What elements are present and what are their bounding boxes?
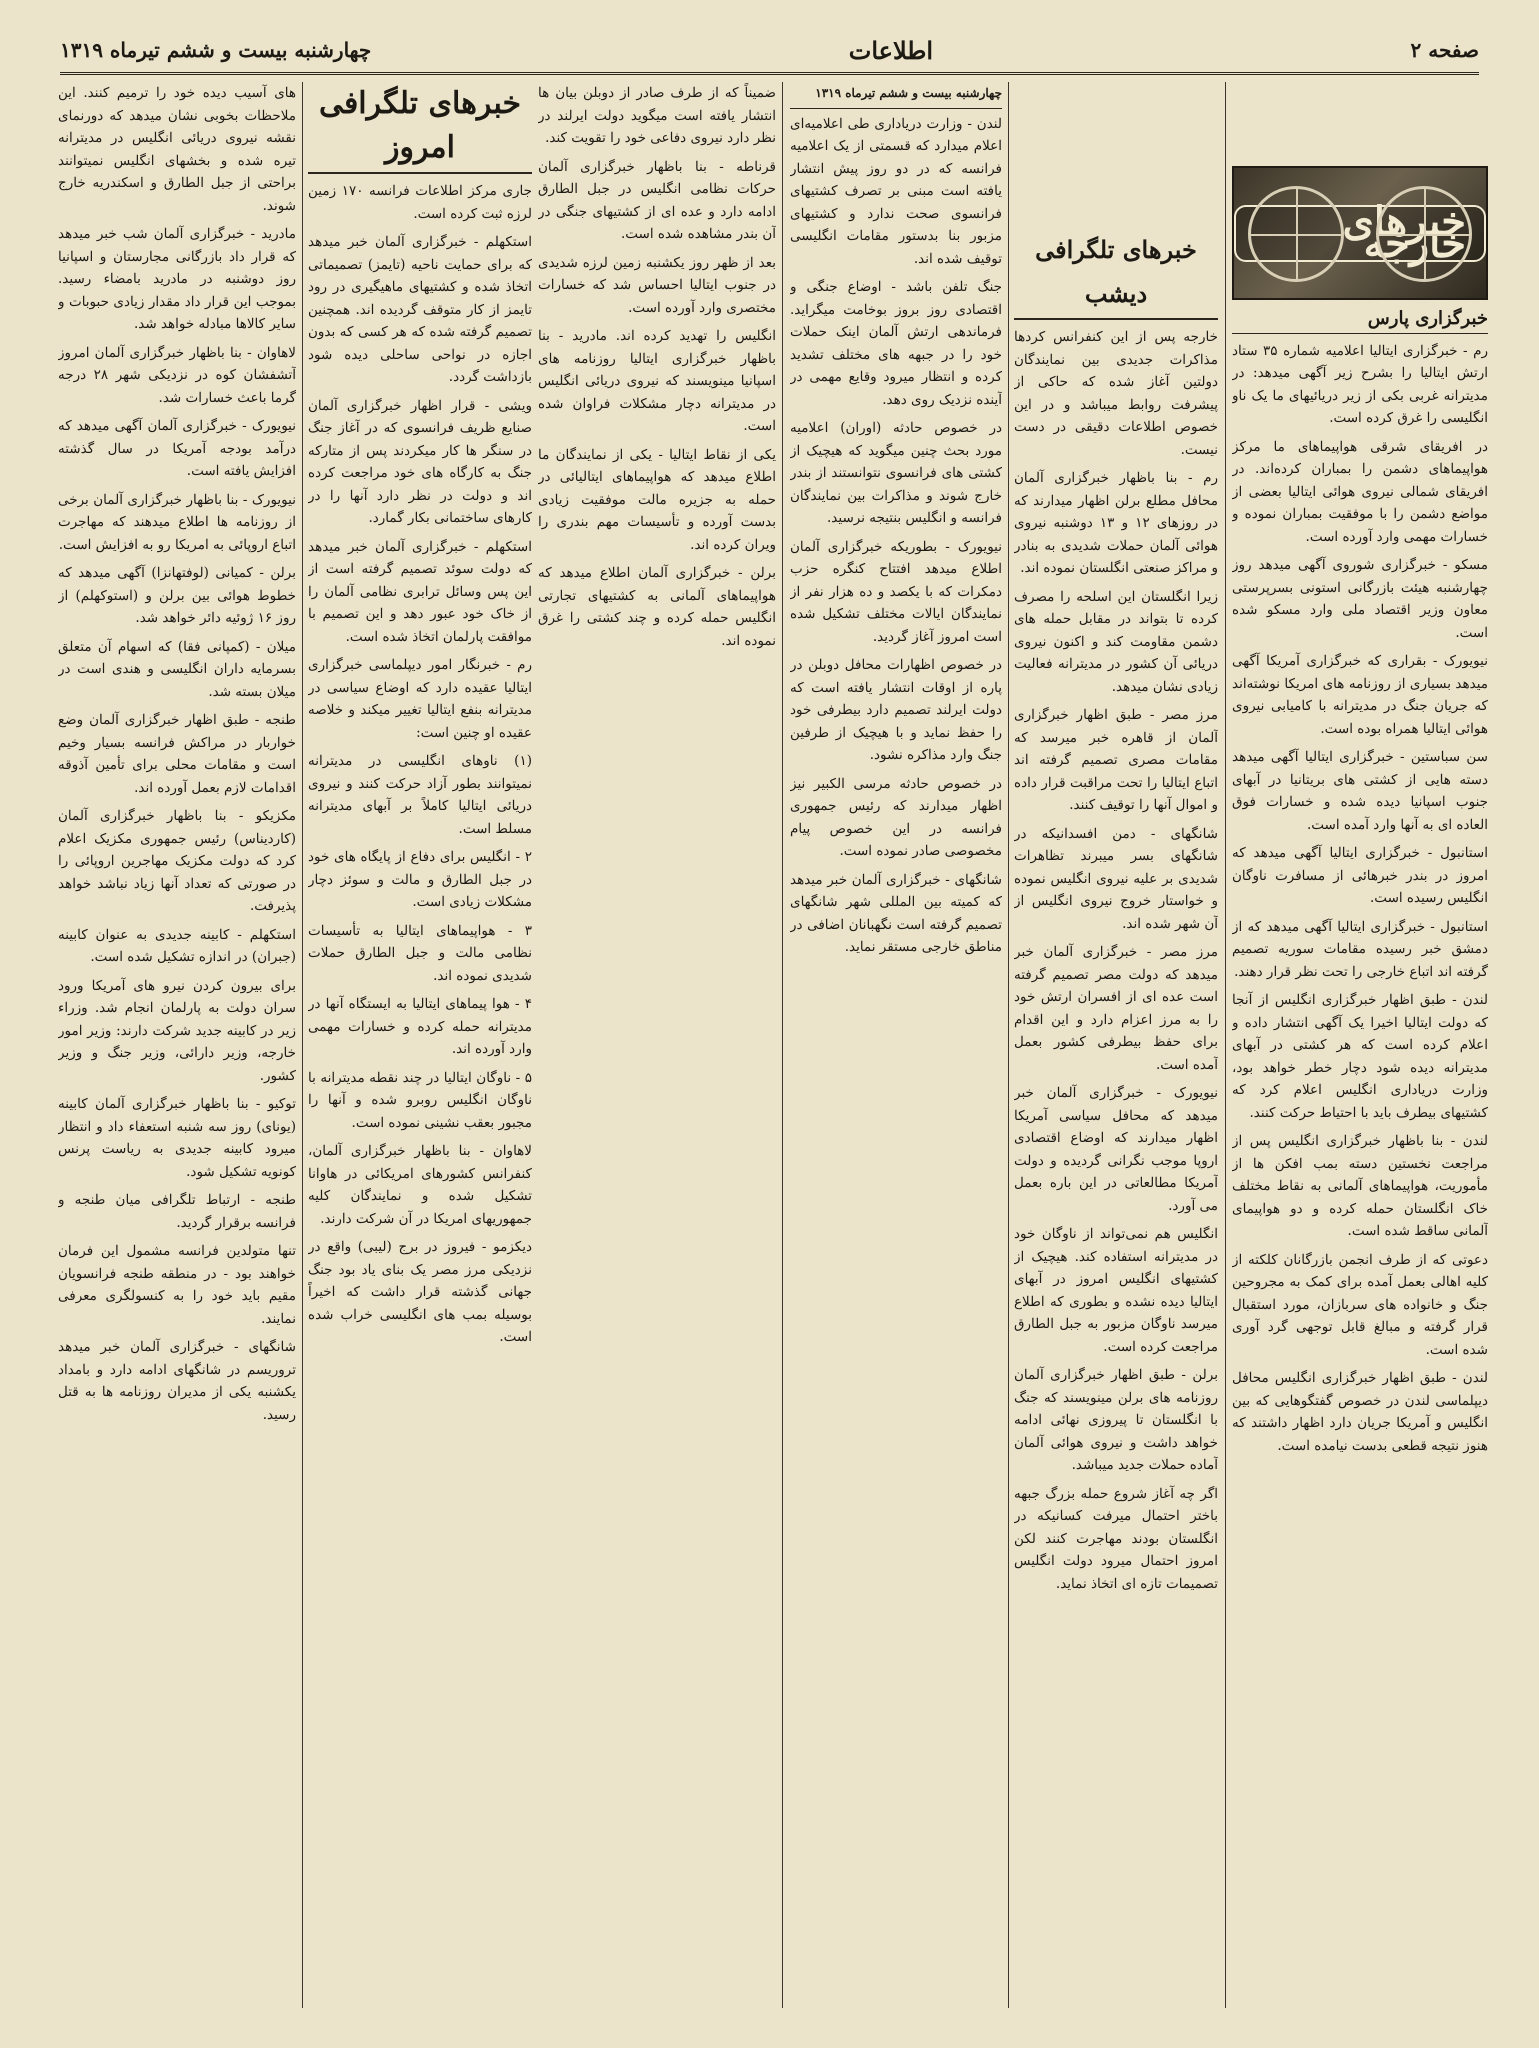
- news-item: در خصوص اظهارات محافل دوبلن در پاره از اوقات انتشار یافته است که دولت ایرلند تصمیم دارد بیطرفی خود را حفظ نماید و با هیچیک از طرفین جنگ وارد مذاکره نشود.: [790, 657, 1002, 763]
- news-item: توکیو - بنا باظهار خبرگزاری آلمان کابینه (یونای) روز سه شنبه استعفاء داد و انتظار میرود کابینه جدیدی به ریاست پرنس کونویه تشکیل شود.: [58, 1096, 296, 1180]
- news-item: ۳ - هواپیماهای ایتالیا به تأسیسات نظامی مالت و جبل الطارق حملات شدیدی نموده اند.: [308, 922, 532, 984]
- news-item: ضمیناً که از طرف صادر از دوبلن بیان ها انتشار یافته است میگوید دولت ایرلند در نظر دارد نیروی دفاعی خود را تقویت کند.: [538, 85, 776, 146]
- news-item: لندن - طبق اظهار خبرگزاری انگلیس محافل دیپلماسی لندن در خصوص گفتگوهایی که بین انگلیس و آمریکا جریان دارد اظهار داشتند که هنوز نتیجه قطعی بدست نیامده است.: [1232, 1370, 1488, 1454]
- news-item: استانبول - خبرگزاری ایتالیا آگهی میدهد که از دمشق خبر رسیده مقامات سوریه تصمیم گرفته اند اتباع خارجی را تحت نظر قرار دهند.: [1232, 918, 1488, 980]
- column-four: [538, 82, 776, 2008]
- news-item: جاری مرکز اطلاعات فرانسه ۱۷۰ زمین لرزه ثبت کرده است.: [308, 183, 532, 222]
- news-item: زیرا انگلستان این اسلحه را مصرف کرده تا بتواند در مقابل حمله های دشمن مقاومت کند و اکنون نیروی دریائی آن کشور در مدیترانه فعالیت زیادی نشان میدهد.: [1014, 588, 1218, 695]
- column-foreign-news: [1232, 82, 1488, 2008]
- column-three: [790, 82, 1002, 2008]
- globe-icon: [1376, 186, 1472, 282]
- news-item: در خصوص حادثه (اوران) اعلامیه مورد بحث چنین میگوید که هیچیک از کشتی های فرانسوی نتوانستند از بندر خارج شوند و مذاکرات بین نمایندگان فرانسه و انگلیس بنتیجه نرسید.: [790, 420, 1002, 526]
- news-item: نیویورک - بطوریکه خبرگزاری آلمان اطلاع میدهد افتتاح کنگره حزب دمکرات که با یکصد و ده هزار نفر از نمایندگان ایالات مختلف تشکیل شده است امروز آغاز گردید.: [790, 538, 1002, 645]
- column-rule: [782, 82, 783, 2008]
- foreign-news-banner: [1232, 166, 1488, 300]
- news-item: رم - بنا باظهار خبرگزاری آلمان محافل مطلع برلن اظهار میدارند که در روزهای ۱۲ و ۱۳ دوشنبه نیروی هوائی آلمان حملات شدیدی به بنادر و مراکز صنعتی انگلستان نموده اند.: [1014, 470, 1218, 576]
- news-item: برلن - خبرگزاری آلمان اطلاع میدهد که هواپیماهای آلمانی به کشتیهای تجارتی انگلیس حمله کرده و چند کشتی را غرق نموده اند.: [538, 565, 776, 649]
- issue-date: چهارشنبه بیست و ششم تیرماه ۱۳۱۹: [60, 38, 372, 62]
- news-item: تنها متولدین فرانسه مشمول این فرمان خواهند بود - در منطقه طنجه فرانسویان مقیم باید خود را به کنسولگری معرفی نمایند.: [58, 1243, 296, 1327]
- news-item: بعد از ظهر روز یکشنبه زمین لرزه شدیدی در جنوب ایتالیا احساس شد که خسارات مختصری وارد آورده است.: [538, 254, 776, 316]
- news-item: ویشی - قرار اظهار خبرگزاری آلمان صنایع ظریف فرانسوی که در آغاز جنگ در سنگر ها کار میکردند پس از متارکه جنگ به کارگاه های خود مراجعت کرده اند و دولت در نظر دارد آنها را در کارهای ساختمانی بکار گمارد.: [308, 397, 532, 526]
- agency-label: خبرگزاری پارس: [1232, 306, 1488, 334]
- globe-icon: [1248, 186, 1344, 282]
- news-item: خارجه پس از این کنفرانس کردها مذاکرات جدیدی بین نمایندگان دولتین آغاز شده که حاکی از پیشرفت روابط میباشد و در این خصوص اطلاعات دقیقی در دست نیست.: [1014, 329, 1218, 458]
- news-item: استکهلم - خبرگزاری آلمان خبر میدهد که برای حمایت ناحیه (تایمز) تصمیماتی اتخاذ شده و کشتیهای ماهیگیری در رود تایمز از کار متوقف گردیده اند. همچنین تصمیم گرفته شده که هر کسی که بدون اجازه در نواحی ساحلی دیده شود بازداشت گردد.: [308, 234, 532, 385]
- news-item: استکهلم - کابینه جدیدی به عنوان کابینه (جبران) در اندازه تشکیل شده است.: [58, 926, 296, 965]
- news-item: نیویورک - بقراری که خبرگزاری آمریکا آگهی میدهد بسیاری از روزنامه های امریکا نوشته‌اند که جریان جنگ در مدیترانه با کامیابی نیروی هوائی ایتالیا همراه بوده است.: [1232, 653, 1488, 737]
- news-item: های آسیب دیده خود را ترمیم کنند. این ملاحظات بخوبی نشان میدهد که دورنمای نقشه نیروی دریائی انگلیس در مدیترانه تیره شده و بخشهای انگلیس نمیتوانند براحتی از جبل الطارق و اسکندریه خارج شوند.: [58, 85, 296, 214]
- column-today: [308, 82, 532, 2008]
- news-item: ۲ - انگلیس برای دفاع از پایگاه های خود در جبل الطارق و مالت و سوئز دچار مشکلات زیادی است.: [308, 849, 532, 910]
- page-number: صفحه ۲: [1410, 38, 1479, 62]
- news-item: لندن - طبق اظهار خبرگزاری انگلیس از آنجا که دولت ایتالیا اخیرا یک آگهی انتشار داده و اعلام کرده است که هر کشتی در آبهای مدیترانه دیده شود دچار خطر خواهد بود، وزارت دریاداری انگلیس اعلام کرد که کشتیهای بیطرف باید با احتیاط حرکت کنند.: [1232, 992, 1488, 1121]
- news-item: مرز مصر - طبق اظهار خبرگزاری آلمان از قاهره خبر میرسد که مقامات مصری تصمیم گرفته اند اتباع ایتالیا را تحت مراقبت قرار داده و اموال آنها را توقیف کنند.: [1014, 707, 1218, 813]
- news-item: شانگهای - دمن افسدانیکه در شانگهای بسر میبرند تظاهرات شدیدی بر علیه نیروی انگلیس نموده و خواستار خروج نیروی انگلیس از آن شهر شده اند.: [1014, 825, 1218, 932]
- news-item: لاهاوان - بنا باظهار خبرگزاری آلمان، کنفرانس کشورهای امریکائی در هاوانا تشکیل شده و نمایندگان کلیه جمهوریهای امریکا در آن شرکت دارند.: [308, 1143, 532, 1227]
- news-item: برلن - طبق اظهار خبرگزاری آلمان روزنامه های برلن مینویسند که جنگ با انگلستان تا پیروزی نهائی ادامه خواهد داشت و نیروی هوائی آلمان آماده حملات جدید میباشد.: [1014, 1367, 1218, 1473]
- news-item: شانگهای - خبرگزاری آلمان خبر میدهد که کمیته بین المللی شهر شانگهای تصمیم گرفته است نگهبانان اضافی در مناطق خارجی مستقر نماید.: [790, 871, 1002, 955]
- news-item: مکزیکو - بنا باظهار خبرگزاری آلمان (کاردیناس) رئیس جمهوری مکزیک اعلام کرد که دولت مکزیک مهاجرین اروپائی را در صورتی که تعداد آنها زیاد نباشد خواهد پذیرفت.: [58, 808, 296, 914]
- banner-title: خبرهای خارجه: [1234, 205, 1486, 262]
- news-item: رم - خبرگزاری ایتالیا اعلامیه شماره ۳۵ ستاد ارتش ایتالیا را بشرح زیر آگهی میدهد: در مدیترانه غربی بکی از زیر دریائیهای ما یک ناو انگلیسی را غرق کرده است.: [1232, 342, 1488, 426]
- news-item: میلان - (کمپانی فقا) که اسهام آن متعلق بسرمایه داران انگلیسی و هندی است در میلان بسته شد.: [58, 638, 296, 700]
- news-item: (۱) ناوهای انگلیسی در مدیترانه نمیتوانند بطور آزاد حرکت کنند و نیروی دریائی ایتالیا کاملاً بر آبهای مدیترانه مسلط است.: [308, 753, 532, 837]
- date-note: چهارشنبه بیست و ششم تیرماه ۱۳۱۹: [790, 82, 1002, 109]
- news-item: اگر چه آغاز شروع حمله بزرگ جبهه باختر احتمال میرفت کسانیکه در انگلستان بودند مهاجرت کنند لکن امروز احتمال میرود دولت انگلیس تصمیمات تازه ای اتخاذ نماید.: [1014, 1485, 1218, 1592]
- news-item: نیویورک - بنا باظهار خبرگزاری آلمان برخی از روزنامه ها اطلاع میدهند که مهاجرت اتباع اروپائی به امریکا رو به افزایش است.: [58, 491, 296, 553]
- news-item: طنجه - ارتباط تلگرافی میان طنجه و فرانسه برقرار گردید.: [58, 1192, 296, 1231]
- paper-name: اطلاعات: [848, 35, 934, 65]
- news-item: جنگ تلفن باشد - اوضاع جنگی و اقتصادی روز بروز بوخامت میگراید. فرماندهی ارتش آلمان اینک حملات خود را در جبهه های مختلف تشدید کرده و انتظار میرود وقایع مهمی در آینده نزدیک روی دهد.: [790, 279, 1002, 408]
- news-item: لاهاوان - بنا باظهار خبرگزاری آلمان امروز آتشفشان کوه در نزدیکی شهر ۲۸ درجه گرما باعث خسارات شد.: [58, 344, 296, 406]
- news-item: برای بیرون کردن نیرو های آمریکا ورود سران دولت به پارلمان انجام شد. وزراء زیر در کابینه جدید شرکت دارند: وزیر امور خارجه، وزیر دارائی، وزیر جنگ و وزیر کشور.: [58, 977, 296, 1084]
- headline-last-night: خبرهای تلگرافی دیشب: [1014, 228, 1218, 320]
- news-item: ۵ - ناوگان ایتالیا در چند نقطه مدیترانه با ناوگان انگلیس روبرو شده و آنها را مجبور بعقب نشینی نموده است.: [308, 1069, 532, 1131]
- news-item: برلن - کمیانی (لوفتهانزا) آگهی میدهد که خطوط هوائی بین برلن و (استوکهلم) از روز ۱۶ ژوئیه دائر خواهد شد.: [58, 565, 296, 626]
- news-item: استکهلم - خبرگزاری آلمان خبر میدهد که دولت سوئد تصمیم گرفته است از این پس وسائل ترابری نظامی آلمان را از خاک خود عبور دهد و این تصمیم با موافقت پارلمان اتخاذ شده است.: [308, 538, 532, 645]
- news-item: لندن - بنا باظهار خبرگزاری انگلیس پس از مراجعت نخستین دسته بمب افکن ها از مأموریت، هواپیماهای آلمانی به نقاط مختلف خاک انگلستان حمله کرده و دو هواپیمای آلمانی ساقط شده است.: [1232, 1133, 1488, 1239]
- news-item: نیویورک - خبرگزاری آلمان آگهی میدهد که درآمد بودجه آمریکا در سال گذشته افزایش یافته است.: [58, 418, 296, 479]
- column-left: [58, 82, 296, 2008]
- news-item: یکی از نقاط ایتالیا - یکی از نمایندگان ما اطلاع میدهد که هواپیماهای ایتالیائی در حمله به جزیره مالت موفقیت زیادی بدست آورده و تأسیسات مهم بندری را ویران کرده اند.: [538, 446, 776, 553]
- news-item: دعوتی که از طرف انجمن بازرگانان کلکته از کلیه اهالی بعمل آمده برای کمک به مجروحین جنگ و خانواده های سربازان، مورد استقبال قرار گرفته و مبالغ قابل توجهی گرد آوری شده است.: [1232, 1251, 1488, 1358]
- news-item: لندن - وزارت دریاداری طی اعلامیه‌ای اعلام میدارد که قسمتی از یک اعلامیه فرانسه که در دو روز پیش انتشار یافته است مبنی بر تصرف کشتیهای فرانسوی صحت ندارد و کشتیهای مزبور بنا بدستور مقامات انگلیسی توقیف شده اند.: [790, 115, 1002, 267]
- news-item: در خصوص حادثه مرسی الکبیر نیز اظهار میدارند که رئیس جمهوری فرانسه در این خصوص پیام مخصوصی صادر نموده است.: [790, 775, 1002, 859]
- news-item: طنجه - طبق اظهار خبرگزاری آلمان وضع خواربار در مراکش فرانسه بسیار وخیم است و مقامات محلی برای تأمین آذوقه اقدامات لازم بعمل آورده اند.: [58, 712, 296, 796]
- column-rule: [302, 82, 303, 2008]
- news-item: انگلیس را تهدید کرده اند. مادرید - بنا باظهار خبرگزاری ایتالیا روزنامه های اسپانیا مینویسند که نیروی دریائی انگلیس در مدیترانه دچار مشکلات فراوان شده است.: [538, 328, 776, 434]
- masthead: [60, 28, 1479, 75]
- news-item: دیکزمو - فیروز در برج (لیبی) واقع در نزدیکی مرز مصر یک بنای یاد بود جنگ جهانی گذشته قرار داشت که اخیراً بوسیله بمب های انگلیسی خراب شده است.: [308, 1239, 532, 1345]
- news-item: ۴ - هوا پیماهای ایتالیا به ایستگاه آنها در مدیترانه حمله کرده و خسارات مهمی وارد آورده اند.: [308, 996, 532, 1057]
- news-item: استانبول - خبرگزاری ایتالیا آگهی میدهد که امروز در بندر خبرهائی از مسافرت ناوگان انگلیس رسیده است.: [1232, 845, 1488, 906]
- headline-today: خبرهای تلگرافی امروز: [308, 82, 532, 174]
- news-item: مادرید - خبرگزاری آلمان شب خبر میدهد که قرار داد بازرگانی مجارستان و اسپانیا روز دوشنبه در مادرید بامضاء رسید. بموجب این قرار داد مقدار زیادی حبوبات و سایر کالاها مبادله خواهد شد.: [58, 226, 296, 332]
- news-item: سن سباستین - خبرگزاری ایتالیا آگهی میدهد دسته هایی از کشتی های بریتانیا در آبهای جنوب اسپانیا دیده شده و خسارات فوق العاده ای به آنها وارد آمده است.: [1232, 749, 1488, 833]
- news-item: در افریقای شرقی هواپیماهای ما مرکز هواپیماهای دشمن را بمباران کرده‌اند. در افریقای شمالی نیروی هوائی ایتالیا بعضی از مواضع دشمن را با موفقیت بمباران نموده و خسارات مهمی وارد آورده است.: [1232, 438, 1488, 545]
- news-item: شانگهای - خبرگزاری آلمان خبر میدهد تروریسم در شانگهای ادامه دارد و بامداد یکشنبه یکی از مدیران روزنامه ها به قتل رسید.: [58, 1339, 296, 1423]
- column-rule: [1008, 82, 1009, 2008]
- column-rule: [1225, 82, 1226, 2008]
- column-last-night: [1014, 228, 1218, 2008]
- news-item: رم - خبرنگار امور دیپلماسی خبرگزاری ایتالیا عقیده دارد که اوضاع سیاسی در مدیترانه بنفع ایتالیا تغییر میکند و خلاصه عقیده او چنین است:: [308, 657, 532, 741]
- news-item: قرناطه - بنا باظهار خبرگزاری آلمان حرکات نظامی انگلیس در جبل الطارق ادامه دارد و عده ای از کشتیهای جنگی در آن بندر مشاهده شده است.: [538, 158, 776, 242]
- news-item: مسکو - خبرگزاری شوروی آگهی میدهد روز چهارشنبه هیئت بازرگانی استونی بسرپرستی معاون وزیر اقتصاد ملی وارد مسکو شده است.: [1232, 557, 1488, 641]
- news-item: انگلیس هم نمی‌تواند از ناوگان خود در مدیترانه استفاده کند. هیچیک از کشتیهای انگلیس امروز در آبهای ایتالیا دیده نشده و بطوری که اطلاع میرسد ناوگان مزبور به جبل الطارق مراجعت کرده است.: [1014, 1226, 1218, 1355]
- news-item: نیویورک - خبرگزاری آلمان خبر میدهد که محافل سیاسی آمریکا اظهار میدارند که اوضاع اقتصادی اروپا موجب نگرانی گردیده و دولت آمریکا مطالعاتی در این باره بعمل می آورد.: [1014, 1085, 1218, 1214]
- news-item: مرز مصر - خبرگزاری آلمان خبر میدهد که دولت مصر تصمیم گرفته است عده ای از افسران ارتش خود را به مرز اعزام دارد و این اقدام برای حفظ بیطرفی کشور بعمل آمده است.: [1014, 944, 1218, 1073]
